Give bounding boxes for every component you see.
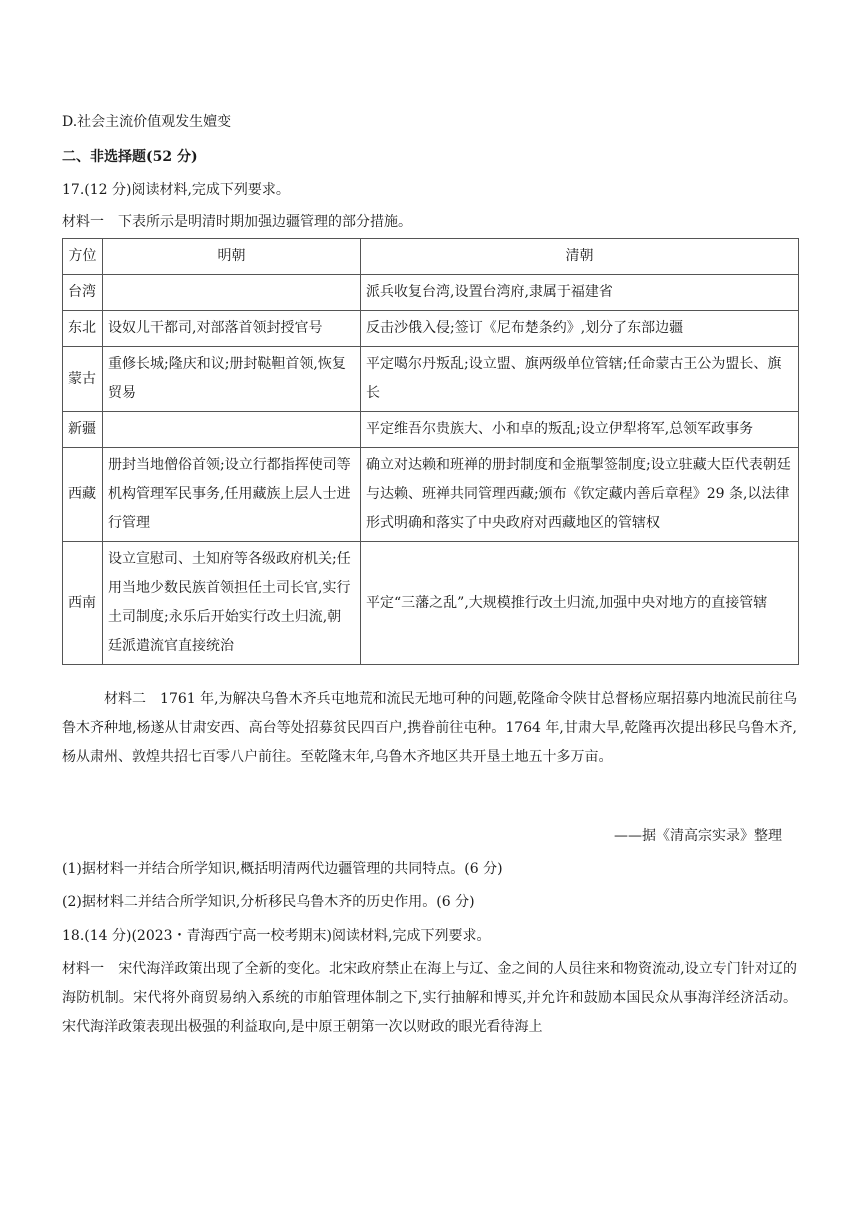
ming-cell: 设立宣慰司、土知府等各级政府机关;任用当地少数民族首领担任土司长官,实行土司制度;永乐后开始实行改土归流,朝廷派遣流官直接统治 [103,542,361,665]
ming-cell [103,275,361,311]
region-cell: 西南 [63,542,103,665]
table-row [63,542,799,665]
header-region: 方位 [63,239,103,275]
qing-cell: 反击沙俄入侵;签订《尼布楚条约》,划分了东部边疆 [361,311,799,347]
material2-label: 材料二 [104,691,147,707]
region-cell: 新疆 [63,412,103,448]
region-cell: 蒙古 [63,347,103,412]
qing-cell: 平定维吾尔贵族大、小和卓的叛乱;设立伊犁将军,总领军政事务 [361,412,799,448]
ming-cell [103,412,361,448]
q18-material1-text: 宋代海洋政策出现了全新的变化。北宋政府禁止在海上与辽、金之间的人员往来和物资流动,设立专门针对辽的海防机制。宋代将外商贸易纳入系统的市舶管理体制之下,实行抽解和博买,并允许和鼓励本国民众从事海洋经济活动。宋代海洋政策表现出极强的利益取向,是中原王朝第一次以财政的眼光看待海上 [62,961,798,1035]
table-row [63,311,799,347]
table-header-row [63,239,799,275]
section-title: 二、非选择题(52 分) [62,149,198,165]
border-management-table [62,238,799,665]
q18-material1 [62,955,797,1042]
qing-cell: 平定噶尔丹叛乱;设立盟、旗两级单位管辖;任命蒙古王公为盟长、旗长 [361,347,799,412]
region-cell: 台湾 [63,275,103,311]
header-qing: 清朝 [361,239,799,275]
region-cell: 东北 [63,311,103,347]
qing-cell: 平定“三藩之乱”,大规模推行改土归流,加强中央对地方的直接管辖 [361,542,799,665]
qing-cell: 确立对达赖和班禅的册封制度和金瓶掣签制度;设立驻藏大臣代表朝廷与达赖、班禅共同管理西藏;颁布《钦定藏内善后章程》29 条,以法律形式明确和落实了中央政府对西藏地区的管辖权 [361,448,799,542]
material2-source: ——据《清高宗实录》整理 [614,828,782,844]
q17-stem: 17.(12 分)阅读材料,完成下列要求。 [62,182,290,198]
q18-material1-label: 材料一 [62,961,105,977]
table-row [63,412,799,448]
q17-material2 [62,685,797,772]
table-row [63,275,799,311]
table-row [63,448,799,542]
region-cell: 西藏 [63,448,103,542]
ming-cell: 重修长城;隆庆和议;册封鞑靼首领,恢复贸易 [103,347,361,412]
material2-text: 1761 年,为解决乌鲁木齐兵屯地荒和流民无地可种的问题,乾隆命令陕甘总督杨应琚招募内地流民前往乌鲁木齐种地,杨遂从甘肃安西、高台等处招募贫民四百户,携眷前往屯种。1764 年,甘肃大旱,乾隆再次提出移民乌鲁木齐,杨从肃州、敦煌共招七百零八户前往。至乾隆末年,乌鲁木齐地区共开垦土地五十多万亩。 [62,691,798,765]
q18-stem: 18.(14 分)(2023・青海西宁高一校考期末)阅读材料,完成下列要求。 [62,928,491,944]
q17-material1-intro: 材料一 下表所示是明清时期加强边疆管理的部分措施。 [62,214,412,230]
q17-sub1: (1)据材料一并结合所学知识,概括明清两代边疆管理的共同特点。(6 分) [62,861,503,877]
qing-cell: 派兵收复台湾,设置台湾府,隶属于福建省 [361,275,799,311]
ming-cell: 设奴儿干都司,对部落首领封授官号 [103,311,361,347]
header-ming: 明朝 [103,239,361,275]
ming-cell: 册封当地僧俗首领;设立行都指挥使司等机构管理军民事务,任用藏族上层人士进行管理 [103,448,361,542]
q17-sub2: (2)据材料二并结合所学知识,分析移民乌鲁木齐的历史作用。(6 分) [62,894,475,910]
table-row [63,347,799,412]
option-d: D.社会主流价值观发生嬗变 [62,114,232,130]
